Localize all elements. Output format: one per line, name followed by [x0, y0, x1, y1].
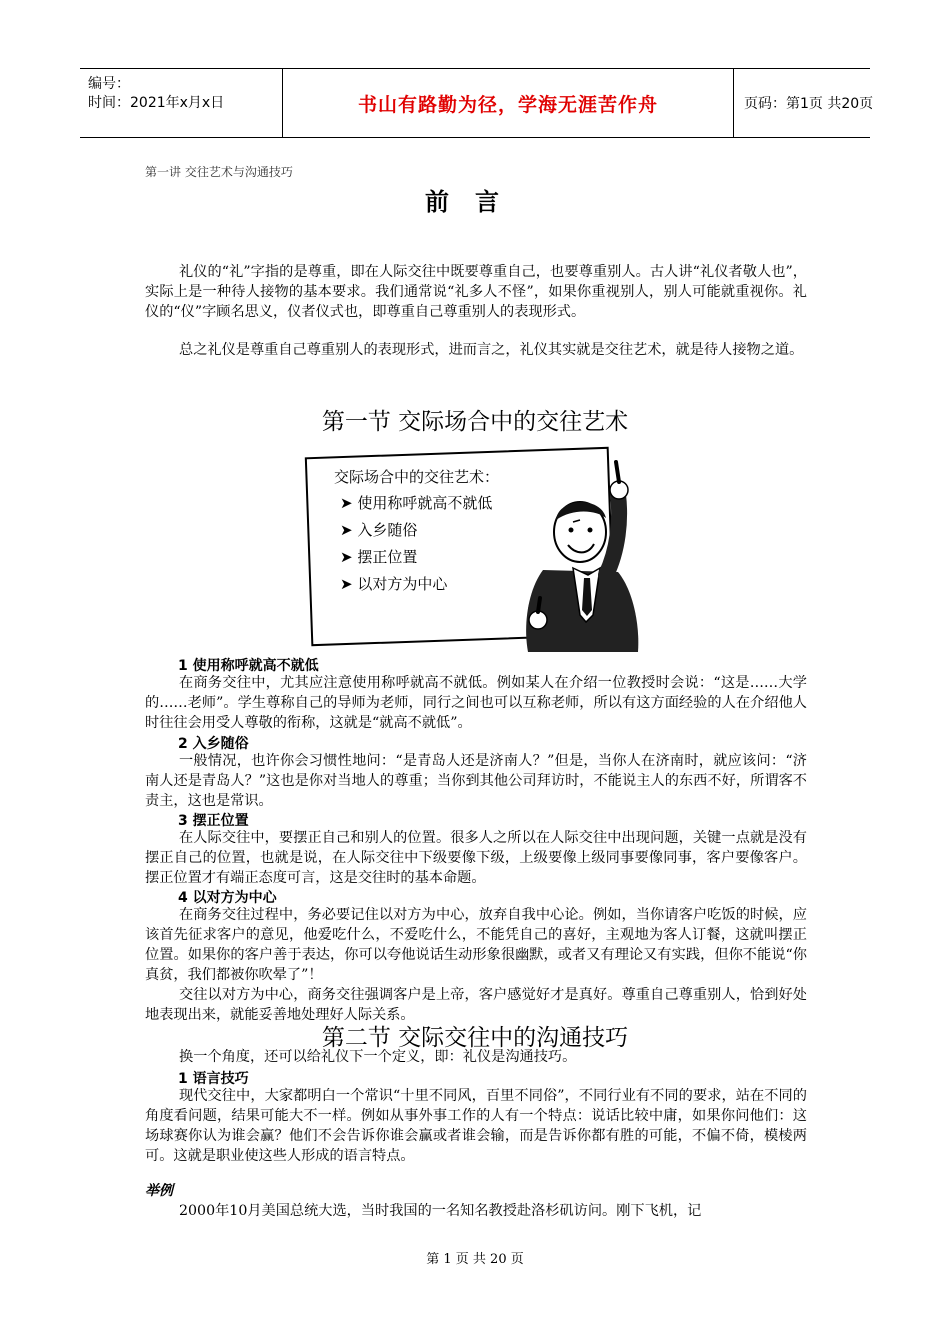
section2-sub1-heading: 1 语言技巧 — [178, 1071, 249, 1087]
preface-title: 前言 — [425, 188, 525, 216]
section1-sub1-heading: 1 使用称呼就高不就低 — [178, 658, 319, 674]
section1-sub4-text: 在商务交往过程中，务必要记住以对方为中心，放弃自我中心论。例如，当你请客户吃饭的时候，应该首先征求客户的意见，他爱吃什么，不爱吃什么，不能凭自己的喜好，主观地为客人订餐，这就叫摆正位置。如果你的客户善于表达，你可以夸他说话生动形象很幽默，或者又有理论又有实践，但你不能说“你真贫，我们都被你吹晕了”！ — [145, 907, 807, 983]
board-item: ➤ 以对方为中心 — [340, 575, 448, 593]
number-label: 编号： — [88, 76, 130, 92]
board-title: 交际场合中的交往艺术： — [334, 468, 500, 486]
board-item: ➤ 使用称呼就高不就低 — [340, 494, 493, 512]
section1-sub1-text: 在商务交往中，尤其应注意使用称呼就高不就低。例如某人在介绍一位教授时会说：“这是……大学的……老师”。学生尊称自己的导师为老师，同行之间也可以互称老师，所以有这方面经验的人在介绍他人时往往会用受人尊敬的衔称，这就是“就高不就低”。 — [145, 675, 807, 731]
section2-sub1-text: 现代交往中，大家都明白一个常识“十里不同风，百里不同俗”，不同行业有不同的要求，站在不同的角度看问题，结果可能大不一样。例如从事外事工作的人有一个特点：说话比较中庸，如果你问他们：这场球赛你认为谁会赢？他们不会告诉你谁会赢或者谁会输，而是告诉你都有胜的可能，不偏不倚，模棱两可。这就是职业使这些人形成的语言特点。 — [145, 1088, 807, 1164]
board-item: ➤ 入乡随俗 — [340, 521, 418, 539]
header-meta-cell — [80, 69, 283, 137]
preface-paragraph-1: 礼仪的“礼”字指的是尊重，即在人际交往中既要尊重自己，也要尊重别人。古人讲“礼仪者敬人也”，实际上是一种待人接物的基本要求。我们通常说“礼多人不怪”，如果你重视别人，别人可能就重视你。礼仪的“仪”字顾名思义，仪者仪式也，即尊重自己尊重别人的表现形式。 — [145, 264, 807, 320]
board-item-text: 使用称呼就高不就低 — [357, 494, 493, 512]
header-motto-cell — [283, 69, 734, 137]
illustration-presenter — [288, 440, 648, 652]
header-page-cell — [734, 69, 874, 137]
example-text: 2000年10月美国总统大选，当时我国的一名知名教授赴洛杉矶访问。刚下飞机，记 — [179, 1203, 702, 1219]
motto-text: 书山有路勤为径，学海无涯苦作舟 — [357, 93, 658, 116]
lecture-title: 第一讲 交往艺术与沟通技巧 — [145, 165, 293, 179]
section1-sub3-text: 在人际交往中，要摆正自己和别人的位置。很多人之所以在人际交往中出现问题，关键一点就是没有摆正自己的位置，也就是说，在人际交往中下级要像下级，上级要像上级同事要像同事，客户要像客户。摆正位置才有端正态度可言，这是交往时的基本命题。 — [145, 830, 807, 886]
time-label: 时间：2021年x月x日 — [88, 95, 225, 111]
section2-title: 第二节 交际交往中的沟通技巧 — [321, 1025, 629, 1051]
section2-intro: 换一个角度，还可以给礼仪下一个定义，即：礼仪是沟通技巧。 — [179, 1049, 577, 1065]
page-footer: 第 1 页 共 20 页 — [426, 1252, 524, 1267]
page-header — [80, 68, 874, 138]
preface-paragraph-2: 总之礼仪是尊重自己尊重别人的表现形式，进而言之，礼仪其实就是交往艺术，就是待人接物之道。 — [179, 342, 804, 358]
section1-closing: 交往以对方为中心，商务交往强调客户是上帝，客户感觉好才是真好。尊重自己尊重别人，恰到好处地表现出来，就能妥善地处理好人际关系。 — [145, 987, 807, 1023]
board-item-text: 入乡随俗 — [357, 521, 418, 539]
board-item: ➤ 摆正位置 — [340, 548, 418, 566]
section1-sub4-heading: 4 以对方为中心 — [178, 890, 277, 906]
section1-sub3-heading: 3 摆正位置 — [178, 813, 249, 829]
board-item-text: 摆正位置 — [357, 548, 418, 566]
section1-title: 第一节 交际场合中的交往艺术 — [321, 409, 629, 435]
page-info: 页码：第1页 共20页 — [744, 96, 874, 112]
section1-sub2-heading: 2 入乡随俗 — [178, 736, 249, 752]
example-label: 举例 — [145, 1183, 173, 1199]
board-item-text: 以对方为中心 — [357, 575, 448, 593]
section1-sub2-text: 一般情况，也许你会习惯性地问：“是青岛人还是济南人？”但是，当你人在济南时，就应该问：“济南人还是青岛人？”这也是你对当地人的尊重；当你到其他公司拜访时，不能说主人的东西不好，所谓客不责主，这也是常识。 — [145, 753, 807, 809]
